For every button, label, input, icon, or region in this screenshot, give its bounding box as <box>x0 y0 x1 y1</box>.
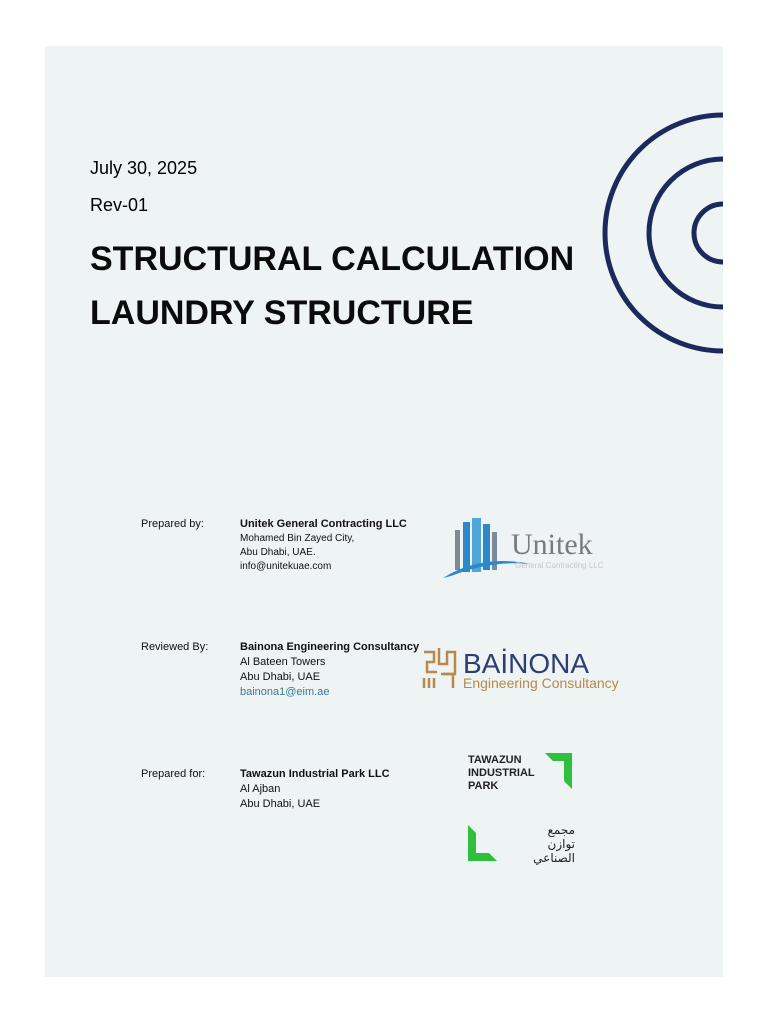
document-revision: Rev-01 <box>90 195 149 215</box>
tawazun-logo-arabic-3: الصناعي <box>533 851 575 865</box>
reviewed-by-email[interactable]: bainona1@eim.ae <box>240 686 330 698</box>
tawazun-logo-arabic-2: توازن <box>547 837 575 851</box>
prepared-for-label: Prepared for: <box>141 768 206 780</box>
prepared-for-address-2: Abu Dhabi, UAE <box>240 798 321 810</box>
prepared-by-address-1: Mohamed Bin Zayed City, <box>240 533 355 544</box>
prepared-for-block <box>240 767 390 812</box>
bainona-logo-tagline: Engineering Consultancy <box>463 675 619 691</box>
concentric-arcs-graphic <box>600 111 723 356</box>
reviewed-by-address-1: Al Bateen Towers <box>240 656 326 668</box>
prepared-for-org: Tawazun Industrial Park LLC <box>240 768 390 780</box>
tawazun-logo-line-1: TAWAZUN <box>468 754 522 766</box>
reviewed-by-address-2: Abu Dhabi, UAE <box>240 671 321 683</box>
reviewed-by-label: Reviewed By: <box>141 641 209 653</box>
bainona-logo-name: BAİNONA <box>463 648 590 679</box>
reviewed-by-block <box>240 640 419 700</box>
prepared-by-address-2: Abu Dhabi, UAE. <box>240 547 316 558</box>
reviewed-by-org: Bainona Engineering Consultancy <box>240 641 420 653</box>
document-title-line-2: LAUNDRY STRUCTURE <box>90 294 474 332</box>
bainona-logo <box>421 644 651 694</box>
tawazun-logo-line-3: PARK <box>468 780 499 792</box>
tawazun-logo-line-2: INDUSTRIAL <box>468 767 535 779</box>
document-date: July 30, 2025 <box>90 158 198 178</box>
prepared-for-address-1: Al Ajban <box>240 783 281 795</box>
unitek-logo-name: Unitek <box>511 528 593 561</box>
prepared-by-org: Unitek General Contracting LLC <box>240 518 407 530</box>
document-title-line-1: STRUCTURAL CALCULATION <box>90 240 575 278</box>
tawazun-logo-arabic-1: مجمع <box>547 823 575 837</box>
prepared-by-label: Prepared by: <box>141 518 204 530</box>
unitek-logo <box>441 514 621 586</box>
prepared-by-email: info@unitekuae.com <box>240 561 332 572</box>
tawazun-logo <box>465 749 580 867</box>
unitek-logo-tagline: General Contracting LLC <box>515 561 604 570</box>
document-page <box>45 46 723 977</box>
prepared-by-block <box>240 517 407 574</box>
